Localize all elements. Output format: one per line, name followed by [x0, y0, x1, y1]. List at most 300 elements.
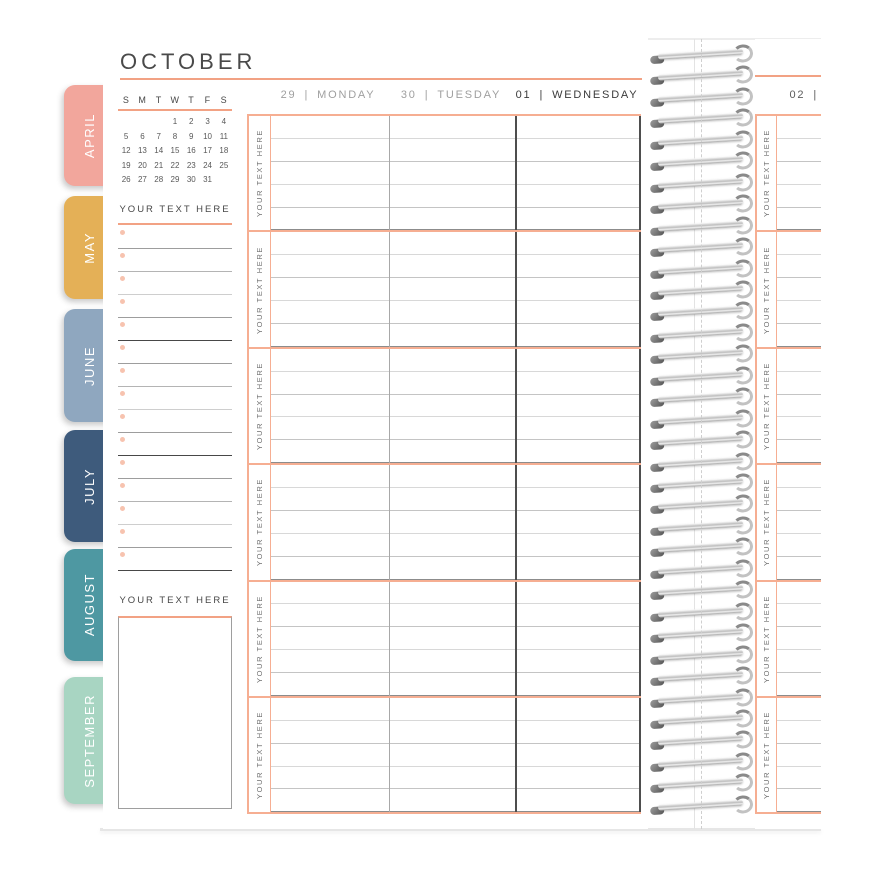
coil-hook — [732, 173, 753, 192]
writing-line — [271, 395, 389, 418]
writing-line — [271, 301, 389, 324]
day-cell-tue — [390, 582, 516, 696]
time-block — [247, 580, 641, 696]
writing-line — [517, 255, 639, 278]
writing-line — [390, 440, 516, 463]
day-header-monday — [269, 89, 387, 104]
block-label-text: YOUR TEXT HERE — [762, 245, 772, 334]
spiral-coil — [650, 280, 754, 301]
calendar-day-6: 6 — [140, 131, 145, 141]
block-label — [755, 465, 777, 579]
writing-line — [517, 278, 639, 301]
day-cell-wed — [515, 232, 641, 346]
writing-line — [517, 232, 639, 255]
block-label — [247, 698, 271, 812]
coil-wire — [658, 134, 743, 145]
writing-line — [517, 301, 639, 324]
writing-line — [390, 255, 516, 278]
writing-line — [777, 349, 821, 372]
writing-line — [271, 440, 389, 463]
todo-line — [118, 479, 232, 502]
day-name: MONDAY — [317, 89, 376, 101]
coil-hook — [732, 602, 753, 621]
coil-hook — [732, 237, 753, 256]
coil-hook — [732, 516, 753, 535]
writing-line — [390, 372, 516, 395]
coil-hook — [732, 108, 753, 127]
writing-line — [517, 324, 639, 347]
bullet-dot — [120, 253, 125, 258]
writing-line — [777, 372, 821, 395]
day-cell-partial — [777, 116, 821, 230]
writing-line — [777, 232, 821, 255]
bullet-dot — [120, 368, 125, 373]
writing-line — [390, 488, 516, 511]
day-cell-partial — [777, 465, 821, 579]
writing-line — [777, 324, 821, 347]
writing-line — [390, 534, 516, 557]
day-cell-tue — [390, 349, 516, 463]
month-tab-label: MAY — [81, 231, 97, 264]
writing-line — [777, 789, 821, 812]
coil-hook — [732, 559, 753, 578]
bullet-dot — [120, 552, 125, 557]
coil-hook — [732, 44, 753, 63]
writing-line — [777, 465, 821, 488]
coil-wire — [658, 392, 743, 403]
writing-line — [271, 582, 389, 605]
writing-line — [517, 395, 639, 418]
writing-line — [271, 116, 389, 139]
coil-hook — [732, 623, 753, 642]
spiral-coil — [650, 516, 754, 537]
day-cell-wed — [515, 465, 641, 579]
bullet-dot — [120, 437, 125, 442]
writing-line — [777, 208, 821, 231]
time-block — [755, 463, 821, 579]
coil-wire — [658, 799, 743, 810]
coil-hook — [732, 537, 753, 556]
todo-line — [118, 456, 232, 479]
weekday-letter: W — [170, 95, 180, 105]
coil-wire — [658, 606, 743, 617]
writing-line — [390, 185, 516, 208]
writing-line — [390, 627, 516, 650]
spiral-coil — [650, 752, 754, 773]
calendar-day-18: 18 — [219, 146, 229, 155]
day-separator: | — [813, 89, 818, 101]
block-label — [247, 349, 271, 463]
left-page — [103, 39, 648, 829]
day-cell-partial — [777, 232, 821, 346]
month-tab-label: JULY — [81, 467, 97, 505]
weekday-letter: F — [204, 95, 211, 105]
writing-line — [390, 673, 516, 696]
calendar-day-26: 26 — [121, 175, 131, 184]
notes-box — [118, 616, 232, 809]
coil-hook — [732, 709, 753, 728]
block-label — [247, 232, 271, 346]
writing-line — [777, 488, 821, 511]
block-label-text: YOUR TEXT HERE — [254, 245, 264, 334]
spiral-coil — [650, 709, 754, 730]
spiral-coil — [650, 666, 754, 687]
day-cell-wed — [515, 698, 641, 812]
todo-line — [118, 318, 232, 341]
writing-line — [271, 232, 389, 255]
coil-wire — [658, 671, 743, 682]
coil-wire — [658, 756, 743, 767]
bullet-dot — [120, 414, 125, 419]
calendar-day-9: 9 — [189, 131, 194, 141]
coil-wire — [658, 456, 743, 467]
coil-hook — [732, 280, 753, 299]
day-cell-tue — [390, 465, 516, 579]
writing-line — [271, 255, 389, 278]
bullet-dot — [120, 506, 125, 511]
day-cell-mon — [271, 232, 390, 346]
right-weekly-grid — [755, 114, 821, 814]
coil-hook — [732, 773, 753, 792]
calendar-day-19: 19 — [121, 160, 131, 170]
writing-line — [390, 417, 516, 440]
weekday-letter: T — [155, 95, 162, 105]
month-tab-label: AUGUST — [81, 573, 97, 637]
writing-line — [517, 604, 639, 627]
writing-line — [777, 744, 821, 767]
bullet-dot — [120, 276, 125, 281]
writing-line — [390, 395, 516, 418]
day-number: 02 — [789, 89, 806, 101]
spiral-coil — [650, 87, 754, 108]
writing-line — [271, 324, 389, 347]
coil-hook — [732, 580, 753, 599]
writing-line — [271, 465, 389, 488]
writing-line — [390, 324, 516, 347]
writing-line — [390, 557, 516, 580]
time-block — [247, 347, 641, 463]
todo-line — [118, 548, 232, 571]
coil-wire — [658, 520, 743, 531]
day-cell-mon — [271, 465, 390, 579]
writing-line — [517, 698, 639, 721]
writing-line — [777, 604, 821, 627]
spiral-coil — [650, 344, 754, 365]
writing-line — [271, 278, 389, 301]
spiral-coil — [650, 44, 754, 65]
time-block — [755, 230, 821, 346]
writing-line — [517, 208, 639, 231]
writing-line — [390, 604, 516, 627]
title-underline — [120, 78, 642, 80]
block-label-text: YOUR TEXT HERE — [254, 594, 264, 683]
mini-calendar-weekdays — [118, 93, 232, 108]
coil-hook — [732, 301, 753, 320]
writing-line — [777, 185, 821, 208]
spiral-coil — [650, 537, 754, 558]
writing-line — [271, 372, 389, 395]
spiral-coil — [650, 687, 754, 708]
bullet-dot — [120, 529, 125, 534]
coil-wire — [658, 242, 743, 253]
coil-hook — [732, 366, 753, 385]
writing-line — [517, 511, 639, 534]
writing-line — [777, 721, 821, 744]
spiral-coil — [650, 602, 754, 623]
day-cell-partial — [777, 582, 821, 696]
coil-wire — [658, 177, 743, 188]
writing-line — [517, 417, 639, 440]
mini-calendar-underline — [118, 109, 232, 111]
coil-wire — [658, 778, 743, 789]
day-number: 29 — [280, 89, 297, 101]
time-block — [247, 114, 641, 230]
spiral-coil — [650, 215, 754, 236]
bullet-dot — [120, 345, 125, 350]
day-cell-partial — [777, 349, 821, 463]
time-block — [247, 463, 641, 579]
writing-line — [390, 116, 516, 139]
writing-line — [271, 208, 389, 231]
spiral-coil — [650, 473, 754, 494]
writing-line — [271, 604, 389, 627]
coil-hook — [732, 344, 753, 363]
coil-wire — [658, 563, 743, 574]
block-label — [755, 698, 777, 812]
calendar-day-1: 1 — [172, 117, 178, 126]
todo-line — [118, 341, 232, 364]
time-block — [247, 696, 641, 812]
writing-line — [271, 789, 389, 812]
writing-line — [390, 278, 516, 301]
day-separator: | — [539, 89, 545, 101]
writing-line — [517, 582, 639, 605]
day-cell-mon — [271, 582, 390, 696]
coil-wire — [658, 477, 743, 488]
coil-hook — [732, 215, 753, 234]
day-cell-mon — [271, 349, 390, 463]
calendar-day-14: 14 — [154, 146, 164, 155]
writing-line — [271, 162, 389, 185]
writing-line — [517, 650, 639, 673]
writing-line — [271, 557, 389, 580]
writing-line — [271, 185, 389, 208]
spiral-coil — [650, 65, 754, 86]
writing-line — [390, 744, 516, 767]
writing-line — [517, 627, 639, 650]
coil-wire — [658, 713, 743, 724]
spiral-coil — [650, 730, 754, 751]
block-label — [755, 349, 777, 463]
todo-line — [118, 364, 232, 387]
writing-line — [777, 534, 821, 557]
weekday-letter: M — [138, 95, 147, 105]
coil-wire — [658, 156, 743, 167]
calendar-day-3: 3 — [205, 117, 210, 126]
mini-calendar — [118, 115, 232, 188]
weekday-letter: S — [220, 95, 228, 105]
todo-line — [118, 272, 232, 295]
writing-line — [271, 511, 389, 534]
weekday-letter: T — [188, 95, 195, 105]
writing-line — [390, 698, 516, 721]
block-label-text: YOUR TEXT HERE — [762, 129, 772, 218]
writing-line — [517, 744, 639, 767]
coil-hook — [732, 644, 753, 663]
bullet-dot — [120, 322, 125, 327]
todo-underline — [118, 223, 232, 225]
writing-line — [390, 511, 516, 534]
day-separator: | — [424, 89, 430, 101]
coil-wire — [658, 499, 743, 510]
month-tab-label: SEPTEMBER — [81, 693, 97, 788]
spiral-coil — [650, 173, 754, 194]
writing-line — [390, 162, 516, 185]
writing-line — [390, 349, 516, 372]
time-block — [755, 114, 821, 230]
todo-line — [118, 295, 232, 318]
coil-hook — [732, 752, 753, 771]
todo-line — [118, 249, 232, 272]
todo-line — [118, 502, 232, 525]
coil-wire — [658, 70, 743, 81]
calendar-day-21: 21 — [154, 160, 164, 170]
coil-wire — [658, 692, 743, 703]
calendar-day-16: 16 — [186, 146, 196, 155]
bullet-dot — [120, 460, 125, 465]
block-label — [755, 232, 777, 346]
writing-line — [517, 465, 639, 488]
spiral-coil — [650, 323, 754, 344]
writing-line — [517, 372, 639, 395]
writing-line — [777, 255, 821, 278]
writing-line — [777, 417, 821, 440]
writing-line — [271, 721, 389, 744]
day-separator: | — [304, 89, 310, 101]
todo-line — [118, 410, 232, 433]
writing-line — [777, 698, 821, 721]
writing-line — [271, 417, 389, 440]
coil-wire — [658, 263, 743, 274]
calendar-day-25: 25 — [219, 160, 229, 170]
writing-line — [271, 698, 389, 721]
coil-hook — [732, 130, 753, 149]
writing-line — [517, 488, 639, 511]
calendar-day-17: 17 — [203, 146, 213, 155]
writing-line — [517, 162, 639, 185]
calendar-day-31: 31 — [203, 175, 213, 184]
calendar-day-13: 13 — [137, 146, 147, 155]
writing-line — [271, 534, 389, 557]
spiral-coil — [650, 795, 754, 816]
writing-line — [777, 301, 821, 324]
writing-line — [390, 139, 516, 162]
calendar-day-10: 10 — [203, 131, 213, 141]
block-label — [247, 116, 271, 230]
spiral-coil — [650, 430, 754, 451]
calendar-day-4: 4 — [221, 117, 227, 126]
coil-hook — [732, 151, 753, 170]
writing-line — [271, 139, 389, 162]
bullet-dot — [120, 299, 125, 304]
day-cell-partial — [777, 698, 821, 812]
todo-list — [118, 226, 232, 571]
writing-line — [777, 162, 821, 185]
calendar-day-30: 30 — [186, 175, 196, 184]
notes-section-title: YOUR TEXT HERE — [119, 595, 231, 606]
block-label-text: YOUR TEXT HERE — [762, 478, 772, 567]
coil-hook — [732, 409, 753, 428]
day-cell-mon — [271, 116, 390, 230]
writing-line — [777, 395, 821, 418]
writing-line — [390, 465, 516, 488]
spiral-coil — [650, 494, 754, 515]
coil-wire — [658, 48, 743, 59]
writing-line — [777, 582, 821, 605]
writing-line — [390, 767, 516, 790]
block-label-text: YOUR TEXT HERE — [762, 361, 772, 450]
time-block — [247, 230, 641, 346]
coil-wire — [658, 735, 743, 746]
day-cell-mon — [271, 698, 390, 812]
calendar-day-24: 24 — [203, 160, 213, 170]
writing-line — [271, 627, 389, 650]
bullet-dot — [120, 230, 125, 235]
time-block — [755, 347, 821, 463]
right-page — [755, 39, 874, 829]
writing-line — [390, 208, 516, 231]
writing-line — [517, 139, 639, 162]
coil-hook — [732, 795, 753, 814]
calendar-day-27: 27 — [137, 175, 147, 184]
block-label-text: YOUR TEXT HERE — [254, 361, 264, 450]
coil-hook — [732, 666, 753, 685]
writing-line — [271, 650, 389, 673]
calendar-day-empty — [151, 115, 167, 130]
coil-hook — [732, 194, 753, 213]
spiral-coil — [650, 237, 754, 258]
calendar-day-28: 28 — [154, 175, 164, 184]
coil-wire — [658, 220, 743, 231]
calendar-day-8: 8 — [172, 131, 178, 141]
month-tab-label: APRIL — [81, 112, 97, 159]
coil-wire — [658, 349, 743, 360]
coil-wire — [658, 649, 743, 660]
writing-line — [517, 185, 639, 208]
day-name: TUESDAY — [437, 89, 502, 101]
spiral-coil — [650, 623, 754, 644]
writing-line — [777, 650, 821, 673]
block-label — [247, 465, 271, 579]
spiral-coil — [650, 409, 754, 430]
coil-hook — [732, 687, 753, 706]
bullet-dot — [120, 391, 125, 396]
day-cell-wed — [515, 116, 641, 230]
spiral-coil — [650, 301, 754, 322]
time-block — [755, 696, 821, 812]
calendar-day-29: 29 — [170, 175, 180, 184]
writing-line — [390, 789, 516, 812]
writing-line — [777, 627, 821, 650]
writing-line — [517, 789, 639, 812]
writing-line — [777, 767, 821, 790]
spiral-coil — [650, 258, 754, 279]
day-cell-tue — [390, 232, 516, 346]
spiral-coil — [650, 644, 754, 665]
writing-line — [271, 744, 389, 767]
todo-line — [118, 525, 232, 548]
spiral-coil — [650, 559, 754, 580]
